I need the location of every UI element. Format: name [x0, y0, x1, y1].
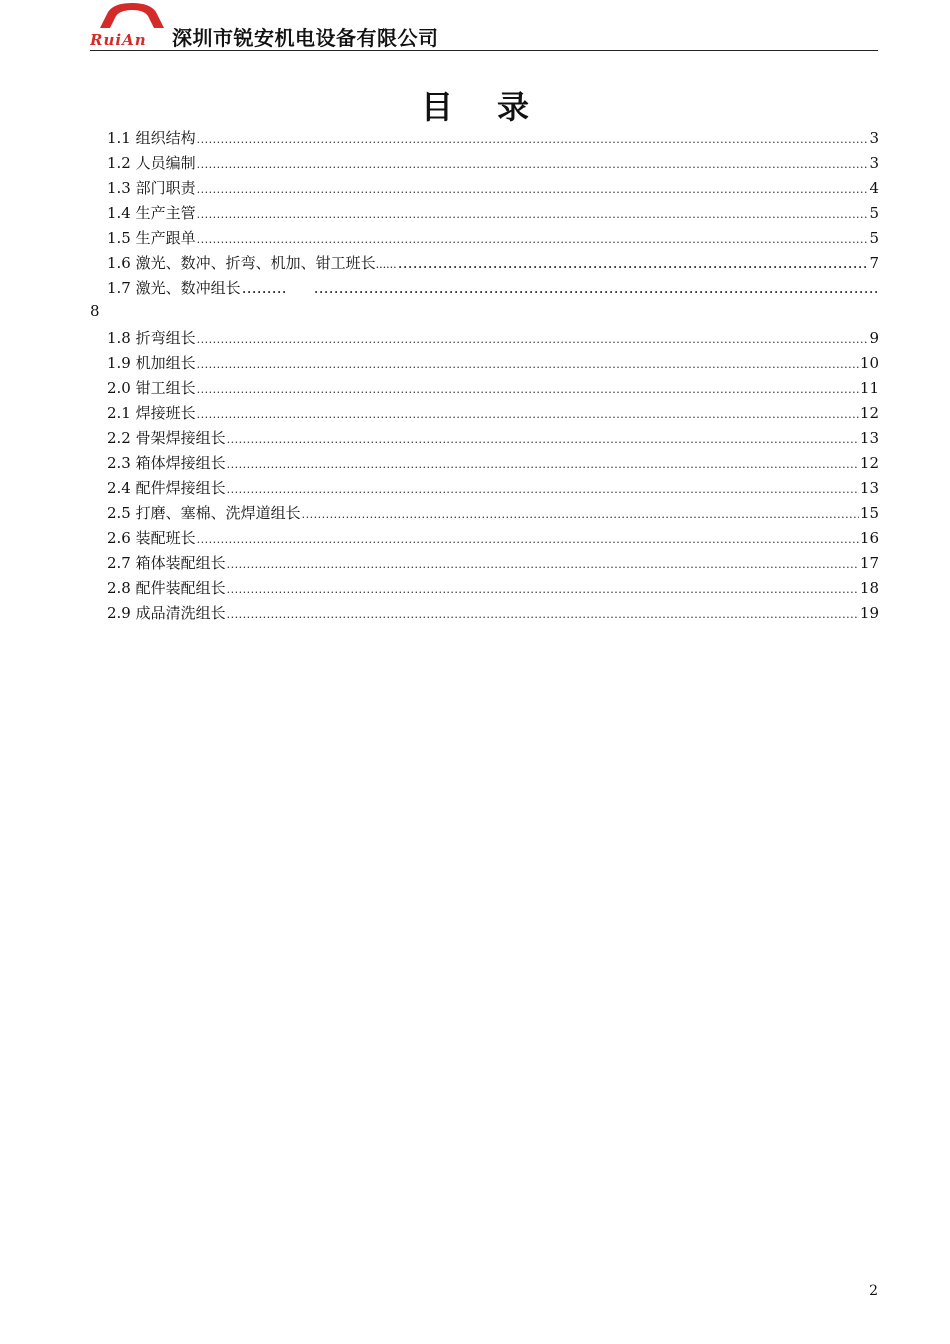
toc-wrap-spacer — [107, 301, 879, 326]
toc-entry[interactable] — [107, 426, 879, 451]
toc-entry-label: 2.5 打磨、塞棉、洗焊道组长 — [107, 504, 301, 522]
dot-leader — [197, 527, 859, 552]
toc-entry-label: 1.5 生产跟单 — [107, 229, 196, 247]
toc-entry[interactable] — [107, 501, 879, 526]
toc-entry[interactable] — [107, 176, 879, 201]
toc-entry-page: 3 — [869, 129, 879, 147]
title-char-1: 目 — [420, 88, 453, 126]
toc-entry-page: 5 — [869, 229, 879, 247]
toc-entry-label: 1.7 激光、数冲组长 — [107, 279, 241, 297]
dot-leader — [227, 427, 859, 452]
toc-entry-label: 2.7 箱体装配组长 — [107, 554, 226, 572]
dot-leader — [197, 227, 869, 252]
toc-entry-label: 2.4 配件焊接组长 — [107, 479, 226, 497]
dot-leader — [197, 377, 859, 402]
toc-entry[interactable] — [107, 451, 879, 476]
toc-entry-page: 13 — [859, 429, 879, 447]
toc-entry[interactable] — [107, 276, 879, 301]
toc-entry-label: 2.8 配件装配组长 — [107, 579, 226, 597]
title-char-2: 录 — [497, 88, 530, 126]
toc-entry[interactable] — [107, 201, 879, 226]
toc-entry-page: 3 — [869, 154, 879, 172]
toc-entry-label: 1.8 折弯组长 — [107, 329, 196, 347]
toc-entry-label: 1.9 机加组长 — [107, 354, 196, 372]
toc-entry-page: 12 — [859, 454, 879, 472]
dot-leader — [197, 152, 869, 177]
dot-leader-short: ...... — [375, 258, 397, 271]
dot-leader — [227, 552, 859, 577]
toc-entry-page: 11 — [859, 379, 879, 397]
toc-entry-page: 4 — [869, 179, 879, 197]
toc-entry-label: 1.6 激光、数冲、折弯、机加、钳工班长 — [107, 254, 376, 272]
toc-entry[interactable] — [107, 476, 879, 501]
toc-entry[interactable] — [107, 401, 879, 426]
toc-entry-page: 10 — [859, 354, 879, 372]
dot-leader-short: ……… — [241, 279, 287, 297]
company-name: 深圳市锐安机电设备有限公司 — [172, 26, 439, 50]
page-number: 2 — [869, 1283, 878, 1299]
toc-entry-page: 17 — [859, 554, 879, 572]
dot-leader — [398, 251, 869, 276]
dot-leader — [197, 327, 869, 352]
dot-leader — [197, 127, 869, 152]
dot-leader — [314, 276, 879, 301]
dot-leader — [197, 402, 859, 427]
page-header — [90, 2, 878, 51]
toc-entry[interactable] — [107, 551, 879, 576]
dot-leader — [197, 177, 869, 202]
table-of-contents — [107, 126, 879, 626]
svg-text:RuiAn: RuiAn — [90, 31, 147, 48]
toc-entry-page: 18 — [859, 579, 879, 597]
toc-entry-page: 15 — [859, 504, 879, 522]
toc-entry-label: 1.1 组织结构 — [107, 129, 196, 147]
toc-entry-page: 19 — [859, 604, 879, 622]
toc-entry[interactable] — [107, 601, 879, 626]
toc-title — [0, 82, 950, 128]
toc-entry-label: 2.6 装配班长 — [107, 529, 196, 547]
toc-entry[interactable] — [107, 226, 879, 251]
toc-entry-page: 12 — [859, 404, 879, 422]
toc-entry[interactable] — [107, 376, 879, 401]
toc-entry[interactable] — [107, 251, 879, 276]
toc-entry-page: 5 — [869, 204, 879, 222]
toc-entry-label: 1.2 人员编制 — [107, 154, 196, 172]
toc-entry[interactable] — [107, 576, 879, 601]
dot-leader — [197, 202, 869, 227]
dot-leader — [227, 452, 859, 477]
dot-leader — [227, 577, 859, 602]
toc-entry[interactable] — [107, 351, 879, 376]
dot-leader — [227, 602, 859, 627]
ruian-logo — [90, 2, 174, 48]
toc-entry-page: 9 — [869, 329, 879, 347]
toc-entry-label: 1.4 生产主管 — [107, 204, 196, 222]
toc-entry[interactable] — [107, 151, 879, 176]
toc-entry-label: 2.9 成品清洗组长 — [107, 604, 226, 622]
toc-entry[interactable] — [107, 526, 879, 551]
toc-entry-label: 2.1 焊接班长 — [107, 404, 196, 422]
toc-entry-label: 2.0 钳工组长 — [107, 379, 196, 397]
toc-entry-page-wrapped: 8 — [90, 302, 100, 320]
toc-entry-label: 2.2 骨架焊接组长 — [107, 429, 226, 447]
toc-entry[interactable] — [107, 326, 879, 351]
dot-leader — [302, 502, 859, 527]
toc-entry[interactable] — [107, 126, 879, 151]
toc-entry-page: 16 — [859, 529, 879, 547]
dot-leader — [227, 477, 859, 502]
toc-entry-page: 13 — [859, 479, 879, 497]
toc-entry-label: 2.3 箱体焊接组长 — [107, 454, 226, 472]
dot-leader — [197, 352, 859, 377]
toc-entry-page: 7 — [869, 254, 879, 272]
toc-entry-label: 1.3 部门职责 — [107, 179, 196, 197]
